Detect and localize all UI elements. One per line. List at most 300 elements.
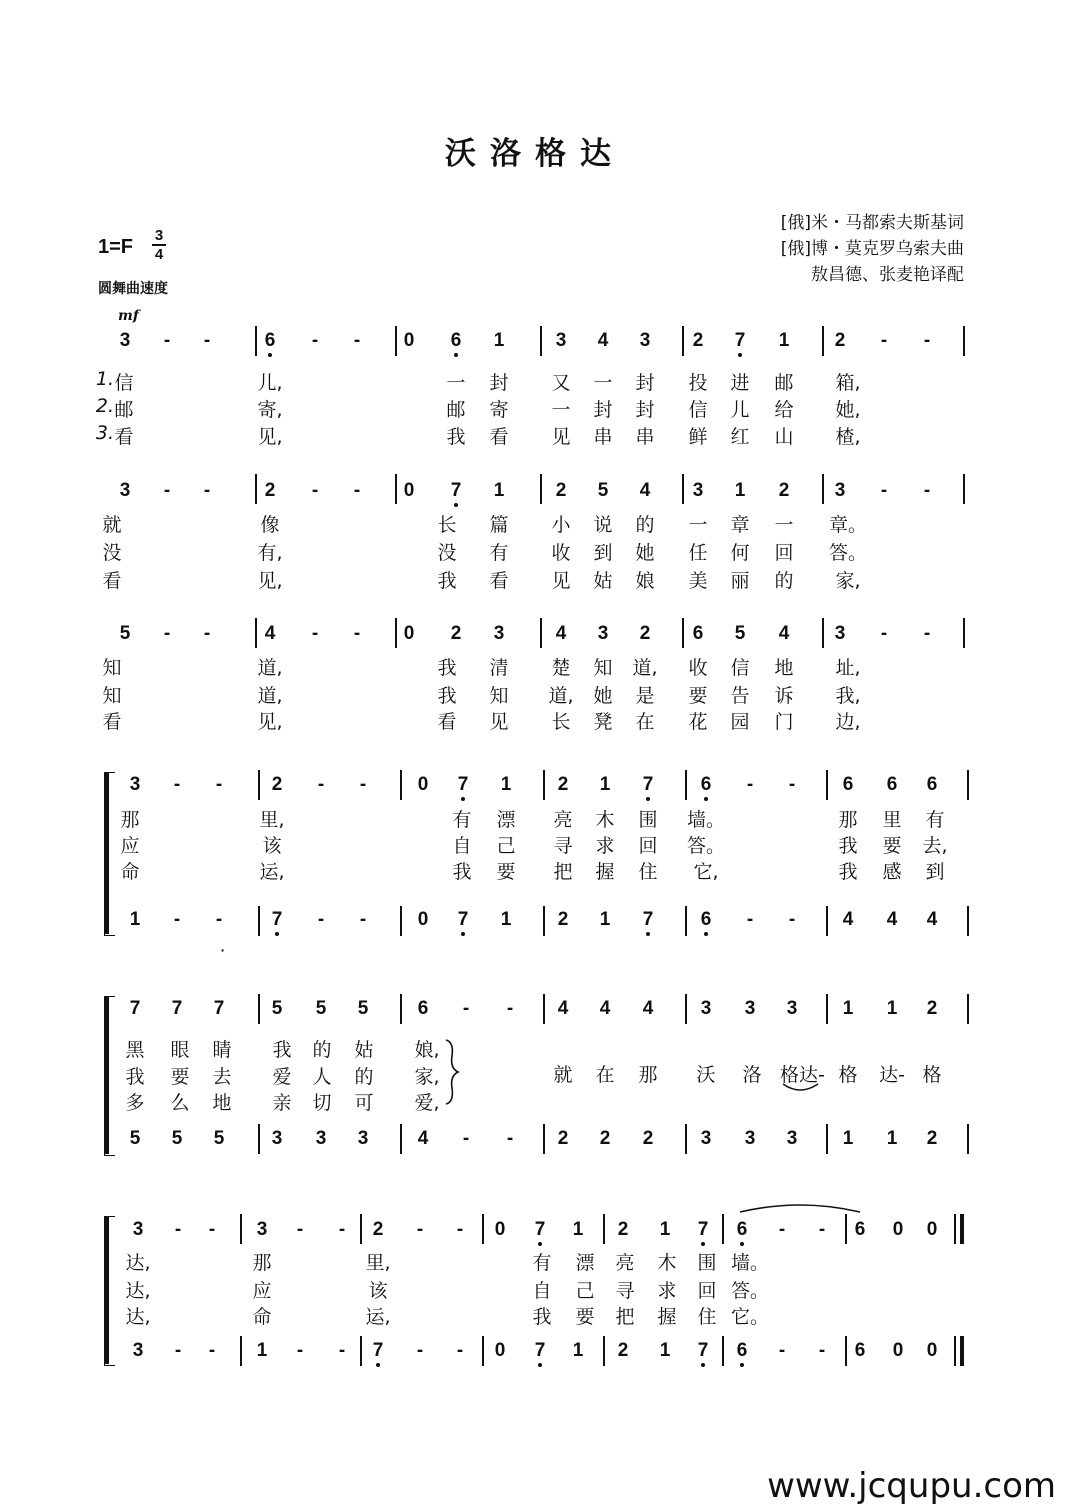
note: 3 (315, 1128, 327, 1149)
translator-credit: 敖昌德、张麦艳译配 (811, 265, 964, 285)
lyric: 要 (170, 1066, 190, 1088)
note: - (296, 1219, 304, 1240)
lyric: 知 (489, 685, 509, 707)
note: 2 (555, 480, 567, 501)
note: 2 (834, 330, 846, 351)
lyric: 知 (593, 657, 613, 679)
note: 2 (642, 1128, 654, 1149)
note: 5 (734, 623, 746, 644)
lyric: 到 (593, 542, 613, 564)
note: 3 (132, 1219, 144, 1240)
note: - (818, 1340, 826, 1361)
lyric: 去 (212, 1066, 232, 1088)
lyric: 封 (635, 372, 655, 394)
lyric: 我 (125, 1066, 145, 1088)
tie-mark (740, 1205, 860, 1212)
lyric: 命 (252, 1306, 272, 1328)
note: 7 (264, 909, 290, 931)
lyric: 清 (489, 657, 509, 679)
note: 7 (450, 909, 476, 931)
lyric: 邮 (446, 399, 466, 421)
lyric: 格达- (780, 1064, 825, 1086)
note: 5 (171, 1128, 183, 1149)
note: - (163, 330, 171, 351)
lyric: 有 (532, 1252, 552, 1274)
note: 4 (642, 998, 654, 1019)
meter-top: 3 (154, 227, 164, 244)
lyric: 么 (170, 1092, 190, 1114)
note: - (506, 998, 514, 1019)
lyric: 一 (446, 372, 466, 394)
note: - (317, 909, 325, 930)
note: 7 (443, 480, 469, 502)
lyric: 自 (532, 1280, 552, 1302)
note: 3 (744, 998, 756, 1019)
note: 0 (892, 1340, 904, 1361)
note: 1 (256, 1340, 268, 1361)
lyric: 寄, (257, 399, 283, 421)
note: - (173, 774, 181, 795)
note: 2 (617, 1340, 629, 1361)
note: 0 (403, 623, 415, 644)
lyric: 长 (551, 711, 571, 733)
lyric: 道, (257, 685, 283, 707)
lyric: 要 (882, 835, 902, 857)
lyric: 我 (437, 570, 457, 592)
lyric: 门 (774, 711, 794, 733)
note: - (208, 1340, 216, 1361)
lyric: 一 (774, 514, 794, 536)
lyric: 邮 (774, 372, 794, 394)
note: 3 (256, 1219, 268, 1240)
lyric: 那 (638, 1064, 658, 1086)
note: 0 (417, 774, 429, 795)
lyric: 我 (446, 426, 466, 448)
note: 6 (417, 998, 429, 1019)
lyric: 的 (354, 1066, 374, 1088)
lyric: 运, (365, 1306, 391, 1328)
note: 5 (271, 998, 283, 1019)
lyric: 里 (882, 809, 902, 831)
note: 2 (926, 1128, 938, 1149)
note: - (456, 1340, 464, 1361)
lyric: 小 (551, 514, 571, 536)
lyric: 我 (452, 861, 472, 883)
lyric: 有 (489, 542, 509, 564)
lyric: 感 (882, 861, 902, 883)
lyric: 一 (688, 514, 708, 536)
lyric: 寻 (553, 835, 573, 857)
lyric: 没 (437, 542, 457, 564)
note: - (174, 1340, 182, 1361)
note: 3 (834, 480, 846, 501)
lyric: 围 (638, 809, 658, 831)
lyric: 木 (657, 1252, 677, 1274)
lyric: 是 (635, 685, 655, 707)
lyric: 地 (212, 1092, 232, 1114)
note: - (818, 1219, 826, 1240)
note: 6 (729, 1219, 755, 1241)
note: - (296, 1340, 304, 1361)
lyric: 有 (452, 809, 472, 831)
lyric: 诉 (774, 685, 794, 707)
note: 3 (357, 1128, 369, 1149)
lyric: 家, (414, 1066, 440, 1088)
note: 4 (926, 909, 938, 930)
note: - (746, 909, 754, 930)
note: 3 (700, 998, 712, 1019)
lyric: 邮 (114, 399, 134, 421)
note: - (923, 330, 931, 351)
lyric: 2. (95, 395, 115, 417)
note: 7 (171, 998, 183, 1019)
lyric: 楚 (551, 657, 571, 679)
note: 3 (786, 1128, 798, 1149)
note: 7 (690, 1219, 716, 1241)
lyric: 应 (120, 835, 140, 857)
note: - (778, 1340, 786, 1361)
lyric: 该 (368, 1280, 388, 1302)
lyric: 达, (125, 1306, 151, 1328)
note: - (174, 1219, 182, 1240)
note: - (416, 1340, 424, 1361)
lyric: 篇 (489, 514, 509, 536)
page-title: 沃洛格达 (445, 136, 625, 172)
lyric: 她, (835, 399, 861, 421)
lyric: 地 (774, 657, 794, 679)
lyric: 见, (257, 711, 283, 733)
note: 3 (786, 998, 798, 1019)
lyric: 它。 (730, 1306, 769, 1328)
note: - (353, 330, 361, 351)
note: - (203, 480, 211, 501)
note: 0 (926, 1219, 938, 1240)
lyric: 看 (102, 711, 122, 733)
note: - (788, 909, 796, 930)
lyric: 家, (835, 570, 861, 592)
lyric: 亮 (553, 809, 573, 831)
lyric: 娘, (414, 1039, 440, 1061)
note: 3 (597, 623, 609, 644)
lyric: 1. (95, 368, 115, 390)
note: 6 (854, 1219, 866, 1240)
lyric: 洛 (742, 1064, 762, 1086)
lyric: 道, (548, 685, 574, 707)
meter-bottom: 4 (154, 246, 164, 263)
note: - (215, 774, 223, 795)
note: 2 (372, 1219, 384, 1240)
lyric: 见 (551, 570, 571, 592)
note: 7 (450, 774, 476, 796)
lyric: 何 (730, 542, 750, 564)
lyric: 亲 (272, 1092, 292, 1114)
lyric: 箱, (835, 372, 861, 394)
lyric: 边, (835, 711, 861, 733)
lyric: 章。 (828, 514, 867, 536)
lyric: 达, (125, 1252, 151, 1274)
note: 2 (557, 774, 569, 795)
note: 6 (729, 1340, 755, 1362)
note: - (311, 330, 319, 351)
lyric: 知 (102, 685, 122, 707)
lyric: 回 (697, 1280, 717, 1302)
note: 1 (842, 1128, 854, 1149)
lyric: 爱, (414, 1092, 440, 1114)
lyric: 见, (257, 426, 283, 448)
note: 1 (599, 909, 611, 930)
lyric: 她 (593, 685, 613, 707)
note: - (416, 1219, 424, 1240)
lyric: 在 (595, 1064, 615, 1086)
note: 2 (450, 623, 462, 644)
lyric: 可 (354, 1092, 374, 1114)
note: 7 (213, 998, 225, 1019)
lyric: 爱 (272, 1066, 292, 1088)
lyric: 花 (688, 711, 708, 733)
lyric: 漂 (575, 1252, 595, 1274)
note: 7 (635, 774, 661, 796)
note: 7 (129, 998, 141, 1019)
lyric: 告 (730, 685, 750, 707)
lyric: 黑 (125, 1039, 145, 1061)
lyric: 达- (879, 1064, 905, 1086)
note: 1 (842, 998, 854, 1019)
note: 4 (557, 998, 569, 1019)
lyric: 在 (635, 711, 655, 733)
note: - (456, 1219, 464, 1240)
lyric: 山 (774, 426, 794, 448)
note: 6 (443, 330, 469, 352)
note: 1 (493, 330, 505, 351)
note: 1 (659, 1340, 671, 1361)
note: 7 (690, 1340, 716, 1362)
note: - (778, 1219, 786, 1240)
lyric: 我 (838, 861, 858, 883)
note: 7 (635, 909, 661, 931)
note: - (746, 774, 754, 795)
note: 2 (639, 623, 651, 644)
note: - (353, 480, 361, 501)
note: 1 (572, 1219, 584, 1240)
note: 2 (557, 1128, 569, 1149)
note: - (163, 480, 171, 501)
note: 1 (659, 1219, 671, 1240)
note: 3 (700, 1128, 712, 1149)
note: 0 (403, 330, 415, 351)
lyric: 到 (925, 861, 945, 883)
lyric: 己 (575, 1280, 595, 1302)
lyric: 握 (595, 861, 615, 883)
lyric: 看 (489, 570, 509, 592)
note: 3 (119, 330, 131, 351)
lyric: 要 (688, 685, 708, 707)
note: 5 (357, 998, 369, 1019)
note: 3 (129, 774, 141, 795)
note: - (163, 623, 171, 644)
lyric: 姑 (593, 570, 613, 592)
lyric: 睛 (212, 1039, 232, 1061)
note: - (880, 480, 888, 501)
note: 7 (727, 330, 753, 352)
note: - (462, 1128, 470, 1149)
note: - (203, 623, 211, 644)
lyric: 我 (437, 657, 457, 679)
lyric: 眼 (170, 1039, 190, 1061)
lyric: 我, (835, 685, 861, 707)
note: 4 (555, 623, 567, 644)
watermark: www.jcqupu.com (767, 1466, 1056, 1506)
lyric: 要 (575, 1306, 595, 1328)
note: 6 (693, 774, 719, 796)
note: 6 (693, 909, 719, 931)
octave-dot-stray: · (220, 942, 226, 958)
lyric: 串 (593, 426, 613, 448)
note: - (462, 998, 470, 1019)
note: 3 (119, 480, 131, 501)
lyric: 信 (114, 372, 134, 394)
lyric: 住 (697, 1306, 717, 1328)
lyric: 去, (922, 835, 948, 857)
note: 6 (692, 623, 704, 644)
lyric: 收 (551, 542, 571, 564)
lyric: 像 (260, 514, 280, 536)
key-signature: 1=F (98, 236, 134, 258)
lyric: 求 (595, 835, 615, 857)
note: 4 (886, 909, 898, 930)
note: 1 (572, 1340, 584, 1361)
lyric: 收 (688, 657, 708, 679)
lyric: 就 (553, 1064, 573, 1086)
note: 0 (417, 909, 429, 930)
note: 4 (778, 623, 790, 644)
note: 3 (834, 623, 846, 644)
note: 0 (494, 1340, 506, 1361)
lyric: 说 (593, 514, 613, 536)
lyric: 格 (922, 1064, 942, 1086)
note: 4 (264, 623, 276, 644)
note: 1 (599, 774, 611, 795)
note: 2 (926, 998, 938, 1019)
note: 6 (257, 330, 283, 352)
note: 5 (597, 480, 609, 501)
lyric: 没 (102, 542, 122, 564)
note: - (788, 774, 796, 795)
lyric: 命 (120, 861, 140, 883)
lyric: 儿, (257, 372, 283, 394)
lyric: 信 (688, 399, 708, 421)
note: - (359, 774, 367, 795)
lyric: 她 (635, 542, 655, 564)
lyric: 把 (615, 1306, 635, 1328)
note: 1 (778, 330, 790, 351)
lyric: 回 (774, 542, 794, 564)
note: 2 (778, 480, 790, 501)
note: 3 (271, 1128, 283, 1149)
lyric: 信 (730, 657, 750, 679)
lyric: 里, (259, 809, 285, 831)
note: 6 (854, 1340, 866, 1361)
lyric: 那 (252, 1252, 272, 1274)
lyric: 切 (312, 1092, 332, 1114)
note: - (317, 774, 325, 795)
lyric: 美 (688, 570, 708, 592)
note: 2 (557, 909, 569, 930)
lyric: 丽 (730, 570, 750, 592)
lyric: 亮 (615, 1252, 635, 1274)
note: 5 (213, 1128, 225, 1149)
note: - (311, 623, 319, 644)
lyric: 我 (838, 835, 858, 857)
lyric: 知 (102, 657, 122, 679)
note: 3 (555, 330, 567, 351)
lyric: 那 (120, 809, 140, 831)
note: - (880, 330, 888, 351)
note: 6 (926, 774, 938, 795)
note: 3 (493, 623, 505, 644)
lyric: 达, (125, 1280, 151, 1302)
lyric: 楂, (835, 426, 861, 448)
lyric: 又 (551, 372, 571, 394)
note: 5 (315, 998, 327, 1019)
lyric: 封 (635, 399, 655, 421)
lyric: 答。 (686, 835, 725, 857)
lyric: 址, (835, 657, 861, 679)
lyric: 看 (437, 711, 457, 733)
note: 5 (129, 1128, 141, 1149)
lyric: 看 (102, 570, 122, 592)
note: - (923, 623, 931, 644)
note: - (173, 909, 181, 930)
lyric: 答。 (828, 542, 867, 564)
lyric: 园 (730, 711, 750, 733)
lyric: 里, (365, 1252, 391, 1274)
note: 2 (692, 330, 704, 351)
lyric: 封 (593, 399, 613, 421)
lyric: 它, (693, 861, 719, 883)
lyric: 鲜 (688, 426, 708, 448)
note: 4 (639, 480, 651, 501)
lyric: 求 (657, 1280, 677, 1302)
note: 1 (493, 480, 505, 501)
lyric: 给 (774, 399, 794, 421)
note: - (353, 623, 361, 644)
lyric: 任 (688, 542, 708, 564)
lyric: 把 (553, 861, 573, 883)
lyric: 漂 (496, 809, 516, 831)
note: 3 (639, 330, 651, 351)
note: - (203, 330, 211, 351)
note: 4 (599, 998, 611, 1019)
lyric: 红 (730, 426, 750, 448)
note: 1 (129, 909, 141, 930)
note: 6 (886, 774, 898, 795)
lyric: 见 (551, 426, 571, 448)
lyric: 我 (272, 1039, 292, 1061)
note: 0 (403, 480, 415, 501)
lyric: 有, (257, 542, 283, 564)
lyric: 娘 (635, 570, 655, 592)
lyric: 的 (774, 570, 794, 592)
note: 4 (597, 330, 609, 351)
note: 3 (744, 1128, 756, 1149)
lyric: 一 (593, 372, 613, 394)
lyric: 沃 (696, 1064, 716, 1086)
lyric: 就 (102, 514, 122, 536)
note: 4 (417, 1128, 429, 1149)
composer-credit: [俄]博・莫克罗乌索夫曲 (780, 239, 964, 259)
lyric: 见 (489, 711, 509, 733)
lyric: 有 (925, 809, 945, 831)
